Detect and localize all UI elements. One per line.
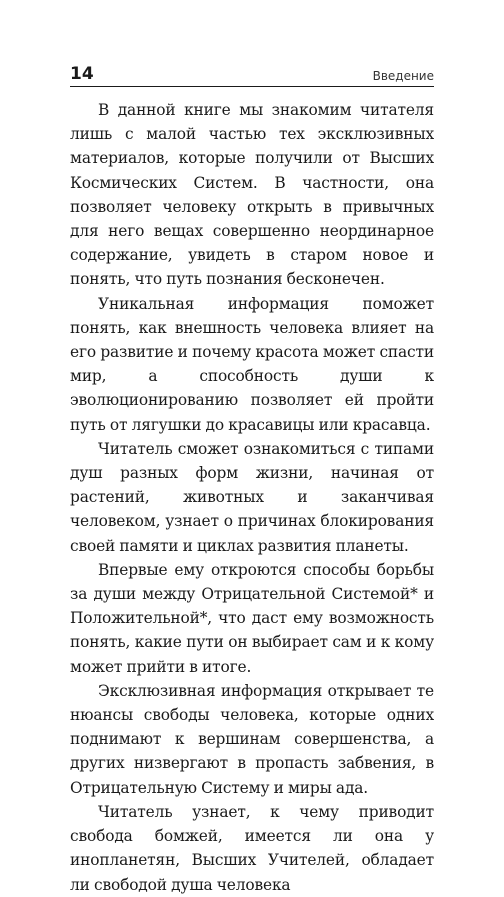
paragraph: Читатель сможет ознакомиться с типами душ разных форм жизни, начиная от растений, животных и заканчивая человеком, узнает о причинах блокирования своей памяти и циклах развития планеты. (70, 439, 434, 555)
paragraph: Эксклюзивная информация открывает те нюансы свободы человека, которые одних поднимают к вершинам совершенства, а других низвергают в пропасть забвения, в Отрицательную Систему и миры ада. (70, 681, 434, 797)
paragraph: В данной книге мы знакомим читателя лишь с малой частью тех эксклюзивных материалов, которые получили от Высших Космических Систем. В частности, она позволяет человеку открыть в привычных для него вещах совершенно неординарное содержание, увидеть в старом новое и понять, что путь познания бесконечен. (70, 101, 434, 289)
body-text (70, 98, 434, 897)
paragraph: Читатель узнает, к чему приводит свобода бомжей, имеется ли она у инопланетян, Высших Учителей, обладает ли свободой душа человека (70, 802, 434, 894)
paragraph: Уникальная информация поможет понять, как внешность человека влияет на его развитие и почему красота может спасти мир, а способность души к эволюционированию позволяет ей пройти путь от лягушки до красавицы или красавца. (70, 294, 434, 434)
chapter-title: Введение (372, 69, 434, 83)
header-rule (70, 86, 434, 87)
paragraph: Впервые ему откроются способы борьбы за души между Отрицательной Системой* и Положительной*, что даст ему возможность понять, какие пути он выбирает сам и к кому может прийти в итоге. (70, 560, 434, 676)
running-header (70, 58, 434, 84)
page-number: 14 (70, 64, 94, 84)
